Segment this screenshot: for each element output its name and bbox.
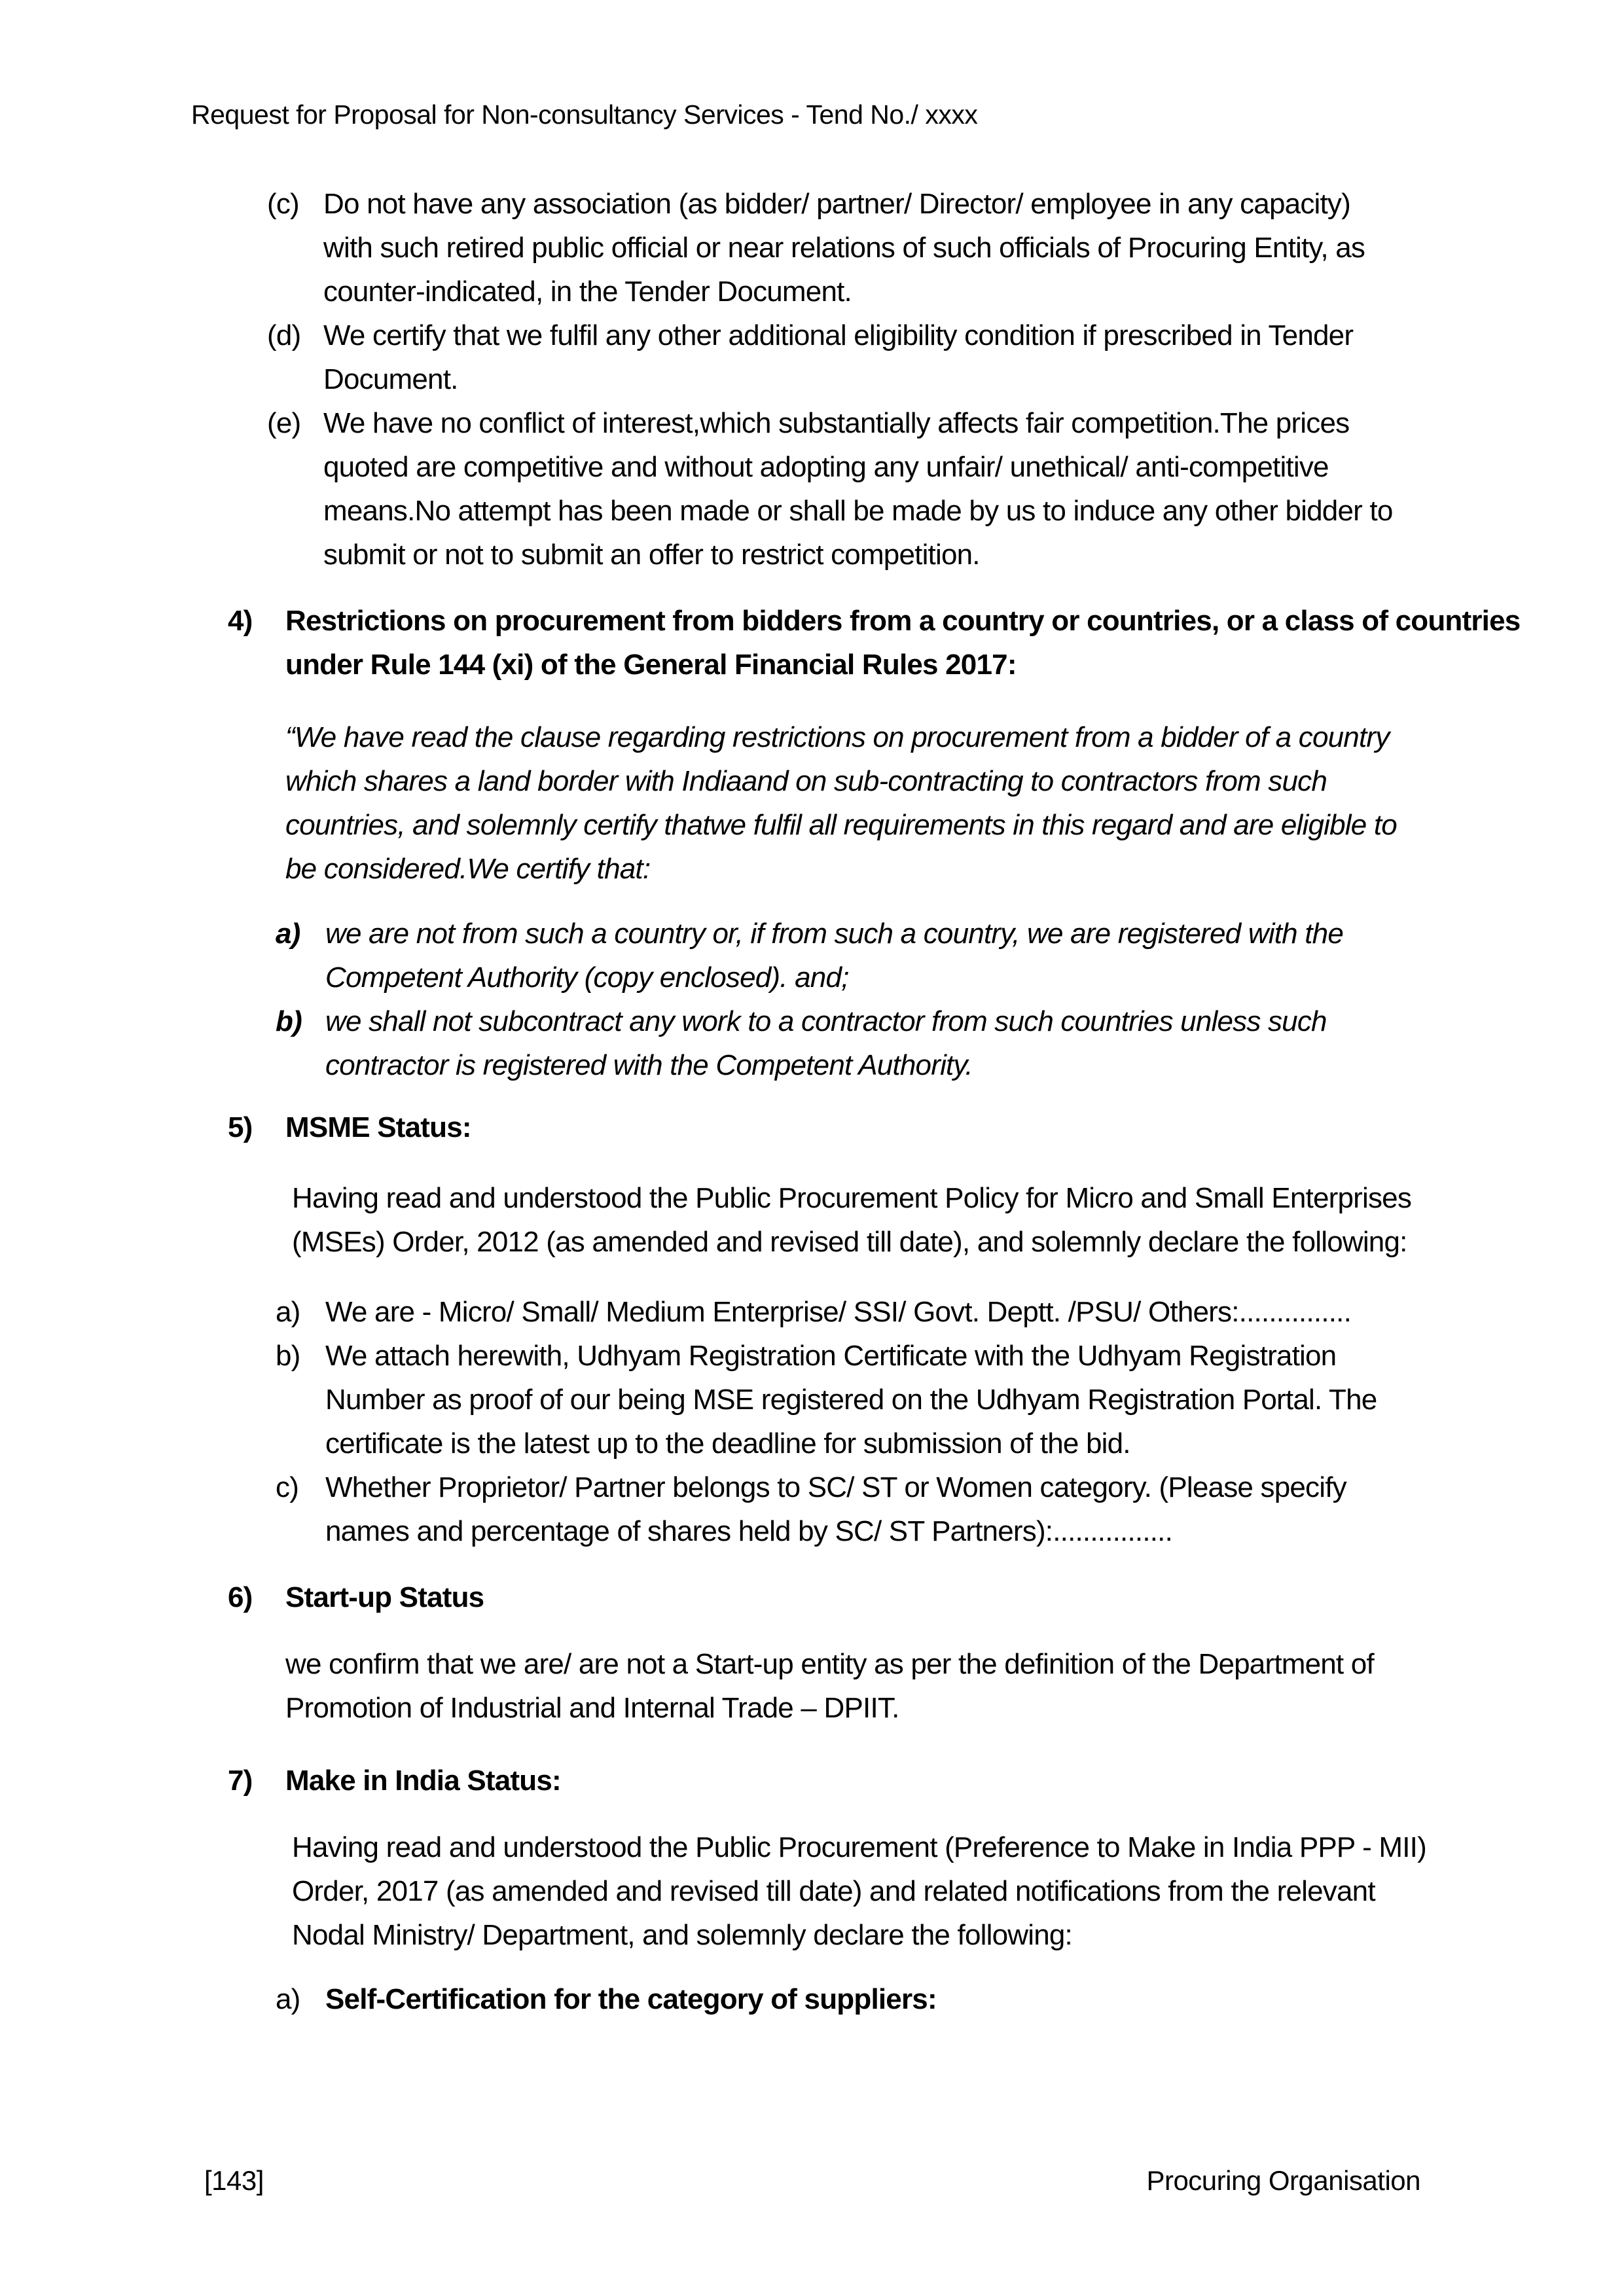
- list-item-label: (c): [267, 188, 299, 220]
- section-7-heading: [228, 1759, 1624, 1803]
- list-item-text: [325, 1465, 1346, 1553]
- section-number: 7): [228, 1765, 253, 1797]
- text-line: means.No attempt has been made or shall be made by us to induce any other bidder to: [323, 495, 1393, 527]
- list-item-text: [325, 1290, 1351, 1334]
- list-item-d: [267, 314, 1624, 401]
- list-item-c: [267, 182, 1624, 314]
- text-line: we confirm that we are/ are not a Start-up entity as per the definition of the Department of: [285, 1648, 1374, 1680]
- text-line: we shall not subcontract any work to a contractor from such countries unless such: [325, 1005, 1327, 1037]
- section-4-heading: [228, 599, 1624, 687]
- section-5-item-c: [276, 1465, 1624, 1553]
- text-line: Number as proof of our being MSE registered on the Udhyam Registration Portal. The: [325, 1384, 1377, 1416]
- list-item-text: [323, 182, 1365, 314]
- text-line: under Rule 144 (xi) of the General Financial Rules 2017:: [285, 649, 1017, 681]
- text-line: Having read and understood the Public Procurement (Preference to Make in India PPP - MII): [292, 1831, 1426, 1863]
- text-line: names and percentage of shares held by SC/ ST Partners):................: [325, 1515, 1173, 1547]
- list-item-e: [267, 401, 1624, 577]
- text-line: quoted are competitive and without adopting any unfair/ unethical/ anti-competitive: [323, 451, 1329, 483]
- list-item-label: a): [276, 1983, 300, 2015]
- section-5-item-a: [276, 1290, 1624, 1334]
- section-5-intro: [292, 1176, 1624, 1264]
- text-line: Promotion of Industrial and Internal Trade – DPIIT.: [285, 1692, 899, 1724]
- section-4-item-b: [276, 999, 1624, 1087]
- text-line: which shares a land border with Indiaand on sub-contracting to contractors from such: [285, 765, 1327, 797]
- section-5-item-b: [276, 1334, 1624, 1465]
- text-line: Do not have any association (as bidder/ partner/ Director/ employee in any capacity): [323, 188, 1350, 220]
- footer-right-text: Procuring Organisation: [1146, 2165, 1420, 2196]
- section-4-quote: [285, 715, 1624, 891]
- text-line: counter-indicated, in the Tender Document.: [323, 276, 852, 308]
- list-item-label: b): [276, 1340, 300, 1372]
- section-number: 4): [228, 605, 253, 637]
- section-5-heading: [228, 1105, 1624, 1149]
- list-item-text: [325, 999, 1327, 1087]
- text-line: be considered.We certify that:: [285, 853, 651, 885]
- list-item-label: (d): [267, 319, 301, 351]
- text-line: countries, and solemnly certify thatwe fulfil all requirements in this regard and are eligible to: [285, 809, 1397, 841]
- list-item-text: [325, 1334, 1377, 1465]
- text-line: “We have read the clause regarding restrictions on procurement from a bidder of a country: [285, 721, 1390, 753]
- section-number: 6): [228, 1581, 253, 1613]
- text-line: certificate is the latest up to the deadline for submission of the bid.: [325, 1427, 1130, 1460]
- section-heading-text: MSME Status:: [285, 1111, 471, 1143]
- list-item-text: [323, 314, 1353, 401]
- list-item-label: a): [276, 1296, 300, 1328]
- section-6-body: [285, 1642, 1624, 1730]
- text-line: Order, 2017 (as amended and revised till date) and related notifications from the relevant: [292, 1875, 1375, 1907]
- text-line: We are - Micro/ Small/ Medium Enterprise/ SSI/ Govt. Deptt. /PSU/ Others:...............: [325, 1296, 1352, 1328]
- text-line: we are not from such a country or, if from such a country, we are registered with the: [325, 918, 1344, 950]
- section-heading-text: [285, 599, 1520, 687]
- text-line: Competent Authority (copy enclosed). and;: [325, 961, 849, 994]
- page-footer: [204, 2159, 1420, 2202]
- list-item-text: [325, 912, 1343, 999]
- list-item-label: c): [276, 1471, 299, 1503]
- text-line: Whether Proprietor/ Partner belongs to SC/ ST or Women category. (Please specify: [325, 1471, 1346, 1503]
- text-line: Having read and understood the Public Procurement Policy for Micro and Small Enterprises: [292, 1182, 1412, 1214]
- list-item-text: [323, 401, 1393, 577]
- text-line: with such retired public official or near relations of such officials of Procuring Entity, as: [323, 232, 1365, 264]
- text-line: submit or not to submit an offer to restrict competition.: [323, 539, 980, 571]
- list-item-label: (e): [267, 407, 301, 439]
- page-number: [143]: [204, 2165, 264, 2196]
- list-item-label: b): [276, 1005, 302, 1037]
- list-item-label: a): [276, 918, 300, 950]
- section-heading-text: Make in India Status:: [285, 1765, 561, 1797]
- text-line: contractor is registered with the Competent Authority.: [325, 1049, 973, 1081]
- text-line: (MSEs) Order, 2012 (as amended and revised till date), and solemnly declare the following:: [292, 1226, 1407, 1258]
- document-body: [0, 182, 1624, 2021]
- section-4-item-a: [276, 912, 1624, 999]
- page-header-title: Request for Proposal for Non-consultancy Services - Tend No./ xxxx: [191, 99, 978, 130]
- section-7-item-a: [276, 1977, 1624, 2021]
- text-line: Restrictions on procurement from bidders from a country or countries, or a class of countries: [285, 605, 1521, 637]
- list-item-text: Self-Certification for the category of suppliers:: [325, 1983, 937, 2015]
- text-line: Nodal Ministry/ Department, and solemnly declare the following:: [292, 1919, 1072, 1951]
- text-line: We certify that we fulfil any other additional eligibility condition if prescribed in Tender: [323, 319, 1354, 351]
- text-line: We attach herewith, Udhyam Registration Certificate with the Udhyam Registration: [325, 1340, 1337, 1372]
- section-number: 5): [228, 1111, 253, 1143]
- section-6-heading: [228, 1575, 1624, 1619]
- text-line: We have no conflict of interest,which substantially affects fair competition.The prices: [323, 407, 1350, 439]
- section-7-intro: [292, 1825, 1624, 1957]
- text-line: Document.: [323, 363, 458, 395]
- section-heading-text: Start-up Status: [285, 1581, 484, 1613]
